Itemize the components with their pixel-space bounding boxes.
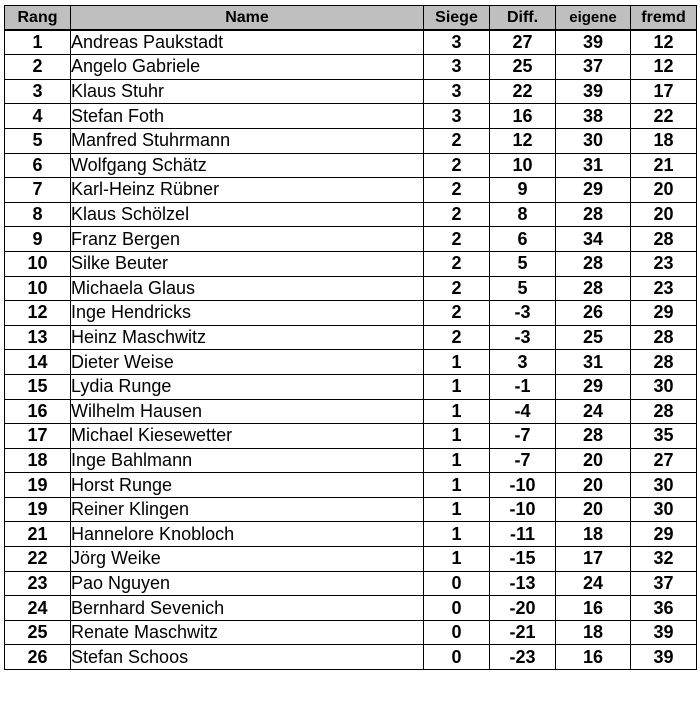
name-cell: Klaus Schölzel <box>71 202 424 227</box>
wins-cell: 3 <box>424 30 490 55</box>
name-cell: Renate Maschwitz <box>71 620 424 645</box>
wins-cell: 3 <box>424 104 490 129</box>
opponent-points-cell: 36 <box>631 596 697 621</box>
opponent-points-cell: 29 <box>631 522 697 547</box>
name-cell: Inge Hendricks <box>71 301 424 326</box>
diff-cell: -7 <box>490 448 556 473</box>
opponent-points-cell: 23 <box>631 276 697 301</box>
rank-cell: 8 <box>5 202 71 227</box>
wins-cell: 1 <box>424 497 490 522</box>
wins-cell: 2 <box>424 178 490 203</box>
name-cell: Horst Runge <box>71 473 424 498</box>
table-row <box>5 227 697 252</box>
wins-cell: 1 <box>424 424 490 449</box>
name-cell: Stefan Schoos <box>71 645 424 670</box>
opponent-points-cell: 32 <box>631 547 697 572</box>
opponent-points-cell: 18 <box>631 128 697 153</box>
table-row <box>5 497 697 522</box>
table-row <box>5 178 697 203</box>
diff-cell: 22 <box>490 79 556 104</box>
diff-cell: -3 <box>490 301 556 326</box>
header-opp: fremd <box>631 6 697 31</box>
wins-cell: 0 <box>424 645 490 670</box>
diff-cell: -15 <box>490 547 556 572</box>
rank-cell: 2 <box>5 55 71 80</box>
name-cell: Inge Bahlmann <box>71 448 424 473</box>
wins-cell: 3 <box>424 79 490 104</box>
own-points-cell: 16 <box>556 645 631 670</box>
table-row <box>5 424 697 449</box>
table-row <box>5 202 697 227</box>
rank-cell: 4 <box>5 104 71 129</box>
diff-cell: 10 <box>490 153 556 178</box>
diff-cell: -23 <box>490 645 556 670</box>
opponent-points-cell: 28 <box>631 399 697 424</box>
own-points-cell: 26 <box>556 301 631 326</box>
wins-cell: 2 <box>424 276 490 301</box>
own-points-cell: 39 <box>556 30 631 55</box>
rank-cell: 1 <box>5 30 71 55</box>
own-points-cell: 18 <box>556 522 631 547</box>
name-cell: Michaela Glaus <box>71 276 424 301</box>
name-cell: Franz Bergen <box>71 227 424 252</box>
diff-cell: 8 <box>490 202 556 227</box>
header-diff: Diff. <box>490 6 556 31</box>
rank-cell: 7 <box>5 178 71 203</box>
rank-cell: 17 <box>5 424 71 449</box>
table-row <box>5 55 697 80</box>
own-points-cell: 34 <box>556 227 631 252</box>
standings-table <box>4 5 697 670</box>
wins-cell: 2 <box>424 325 490 350</box>
rank-cell: 15 <box>5 374 71 399</box>
name-cell: Heinz Maschwitz <box>71 325 424 350</box>
own-points-cell: 16 <box>556 596 631 621</box>
name-cell: Hannelore Knobloch <box>71 522 424 547</box>
rank-cell: 6 <box>5 153 71 178</box>
rank-cell: 22 <box>5 547 71 572</box>
diff-cell: -11 <box>490 522 556 547</box>
diff-cell: 12 <box>490 128 556 153</box>
opponent-points-cell: 28 <box>631 325 697 350</box>
opponent-points-cell: 39 <box>631 620 697 645</box>
name-cell: Michael Kiesewetter <box>71 424 424 449</box>
own-points-cell: 39 <box>556 79 631 104</box>
wins-cell: 1 <box>424 448 490 473</box>
wins-cell: 1 <box>424 374 490 399</box>
diff-cell: 5 <box>490 251 556 276</box>
own-points-cell: 28 <box>556 251 631 276</box>
diff-cell: 25 <box>490 55 556 80</box>
wins-cell: 0 <box>424 596 490 621</box>
wins-cell: 1 <box>424 547 490 572</box>
own-points-cell: 37 <box>556 55 631 80</box>
table-row <box>5 301 697 326</box>
opponent-points-cell: 28 <box>631 350 697 375</box>
own-points-cell: 20 <box>556 448 631 473</box>
wins-cell: 2 <box>424 227 490 252</box>
diff-cell: -4 <box>490 399 556 424</box>
rank-cell: 9 <box>5 227 71 252</box>
opponent-points-cell: 27 <box>631 448 697 473</box>
table-row <box>5 522 697 547</box>
diff-cell: 3 <box>490 350 556 375</box>
rank-cell: 19 <box>5 473 71 498</box>
rank-cell: 26 <box>5 645 71 670</box>
opponent-points-cell: 30 <box>631 497 697 522</box>
wins-cell: 3 <box>424 55 490 80</box>
opponent-points-cell: 22 <box>631 104 697 129</box>
table-row <box>5 153 697 178</box>
own-points-cell: 28 <box>556 276 631 301</box>
name-cell: Silke Beuter <box>71 251 424 276</box>
table-row <box>5 547 697 572</box>
name-cell: Angelo Gabriele <box>71 55 424 80</box>
own-points-cell: 28 <box>556 424 631 449</box>
table-row <box>5 104 697 129</box>
opponent-points-cell: 12 <box>631 30 697 55</box>
rank-cell: 25 <box>5 620 71 645</box>
rank-cell: 16 <box>5 399 71 424</box>
name-cell: Dieter Weise <box>71 350 424 375</box>
own-points-cell: 18 <box>556 620 631 645</box>
table-row <box>5 276 697 301</box>
header-rank: Rang <box>5 6 71 31</box>
name-cell: Manfred Stuhrmann <box>71 128 424 153</box>
own-points-cell: 24 <box>556 399 631 424</box>
name-cell: Reiner Klingen <box>71 497 424 522</box>
table-row <box>5 473 697 498</box>
rank-cell: 12 <box>5 301 71 326</box>
wins-cell: 0 <box>424 571 490 596</box>
diff-cell: -1 <box>490 374 556 399</box>
header-name: Name <box>71 6 424 31</box>
own-points-cell: 31 <box>556 153 631 178</box>
opponent-points-cell: 12 <box>631 55 697 80</box>
opponent-points-cell: 39 <box>631 645 697 670</box>
wins-cell: 0 <box>424 620 490 645</box>
table-row <box>5 399 697 424</box>
name-cell: Pao Nguyen <box>71 571 424 596</box>
table-row <box>5 374 697 399</box>
own-points-cell: 17 <box>556 547 631 572</box>
diff-cell: 16 <box>490 104 556 129</box>
wins-cell: 2 <box>424 128 490 153</box>
opponent-points-cell: 17 <box>631 79 697 104</box>
table-row <box>5 571 697 596</box>
diff-cell: -10 <box>490 497 556 522</box>
own-points-cell: 29 <box>556 374 631 399</box>
table-row <box>5 448 697 473</box>
own-points-cell: 24 <box>556 571 631 596</box>
diff-cell: 5 <box>490 276 556 301</box>
wins-cell: 1 <box>424 350 490 375</box>
wins-cell: 2 <box>424 301 490 326</box>
own-points-cell: 28 <box>556 202 631 227</box>
diff-cell: -21 <box>490 620 556 645</box>
diff-cell: 27 <box>490 30 556 55</box>
opponent-points-cell: 30 <box>631 473 697 498</box>
rank-cell: 13 <box>5 325 71 350</box>
name-cell: Jörg Weike <box>71 547 424 572</box>
own-points-cell: 25 <box>556 325 631 350</box>
name-cell: Andreas Paukstadt <box>71 30 424 55</box>
opponent-points-cell: 30 <box>631 374 697 399</box>
name-cell: Bernhard Sevenich <box>71 596 424 621</box>
name-cell: Klaus Stuhr <box>71 79 424 104</box>
table-row <box>5 128 697 153</box>
rank-cell: 10 <box>5 251 71 276</box>
diff-cell: 9 <box>490 178 556 203</box>
wins-cell: 2 <box>424 202 490 227</box>
wins-cell: 1 <box>424 522 490 547</box>
own-points-cell: 30 <box>556 128 631 153</box>
rank-cell: 24 <box>5 596 71 621</box>
name-cell: Karl-Heinz Rübner <box>71 178 424 203</box>
opponent-points-cell: 20 <box>631 202 697 227</box>
own-points-cell: 20 <box>556 497 631 522</box>
table-row <box>5 251 697 276</box>
own-points-cell: 29 <box>556 178 631 203</box>
table-row <box>5 645 697 670</box>
rank-cell: 18 <box>5 448 71 473</box>
rank-cell: 19 <box>5 497 71 522</box>
opponent-points-cell: 20 <box>631 178 697 203</box>
own-points-cell: 20 <box>556 473 631 498</box>
rank-cell: 21 <box>5 522 71 547</box>
table-row <box>5 596 697 621</box>
rank-cell: 14 <box>5 350 71 375</box>
rank-cell: 3 <box>5 79 71 104</box>
table-row <box>5 620 697 645</box>
name-cell: Stefan Foth <box>71 104 424 129</box>
wins-cell: 2 <box>424 153 490 178</box>
own-points-cell: 38 <box>556 104 631 129</box>
diff-cell: -20 <box>490 596 556 621</box>
rank-cell: 10 <box>5 276 71 301</box>
header-own: eigene <box>556 6 631 31</box>
opponent-points-cell: 28 <box>631 227 697 252</box>
opponent-points-cell: 23 <box>631 251 697 276</box>
table-body <box>5 30 697 669</box>
name-cell: Wolfgang Schätz <box>71 153 424 178</box>
diff-cell: -7 <box>490 424 556 449</box>
wins-cell: 1 <box>424 399 490 424</box>
wins-cell: 2 <box>424 251 490 276</box>
header-wins: Siege <box>424 6 490 31</box>
name-cell: Wilhelm Hausen <box>71 399 424 424</box>
opponent-points-cell: 37 <box>631 571 697 596</box>
own-points-cell: 31 <box>556 350 631 375</box>
rank-cell: 5 <box>5 128 71 153</box>
diff-cell: -3 <box>490 325 556 350</box>
diff-cell: -10 <box>490 473 556 498</box>
table-row <box>5 325 697 350</box>
name-cell: Lydia Runge <box>71 374 424 399</box>
opponent-points-cell: 21 <box>631 153 697 178</box>
table-row <box>5 350 697 375</box>
table-row <box>5 79 697 104</box>
table-row <box>5 30 697 55</box>
wins-cell: 1 <box>424 473 490 498</box>
diff-cell: -13 <box>490 571 556 596</box>
opponent-points-cell: 35 <box>631 424 697 449</box>
diff-cell: 6 <box>490 227 556 252</box>
header-row <box>5 6 697 31</box>
rank-cell: 23 <box>5 571 71 596</box>
opponent-points-cell: 29 <box>631 301 697 326</box>
